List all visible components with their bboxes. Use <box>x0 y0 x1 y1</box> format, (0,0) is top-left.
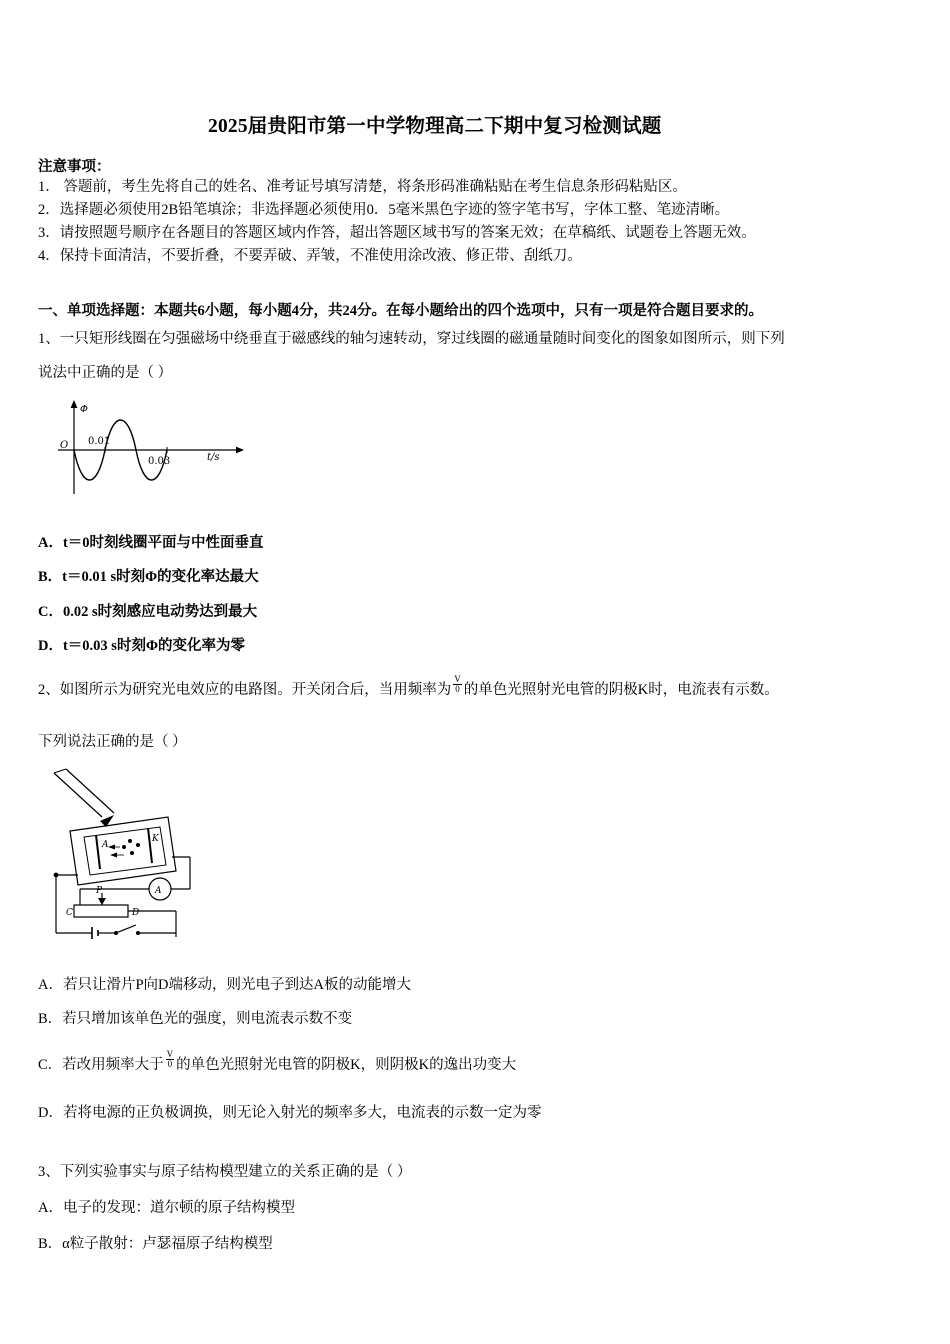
question-3-option-a: A．电子的发现：道尔顿的原子结构模型 <box>38 1200 295 1216</box>
svg-text:0.01: 0.01 <box>88 436 111 447</box>
question-2-option-d: D．若将电源的正负极调换，则无论入射光的频率多大，电流表的示数一定为零 <box>38 1105 542 1121</box>
notice-heading: 注意事项： <box>38 159 111 175</box>
question-2-stem-part1: 2、如图所示为研究光电效应的电路图。开关闭合后，当用频率为 <box>38 682 452 699</box>
question-1-option-d: D．t＝0.03 s时刻Φ的变化率为零 <box>38 638 245 654</box>
question-2-stem-line1 <box>38 674 779 699</box>
question-1-stem-line2: 说法中正确的是（ ） <box>38 365 173 381</box>
frequency-denominator: 0 <box>455 684 460 695</box>
notice-item-2: 2．选择题必须使用2B铅笔填涂；非选择题必须使用0．5毫米黑色字迹的签字笔书写，字体工整、笔迹清晰。 <box>38 202 730 218</box>
svg-text:O: O <box>60 440 69 451</box>
frequency-numerator: V <box>454 674 461 684</box>
svg-text:K: K <box>152 834 159 844</box>
frequency-fraction <box>453 675 462 695</box>
frequency-denominator-c: 0 <box>167 1059 173 1070</box>
notice-item-1: 1． 答题前，考生先将自己的姓名、准考证号填写清楚，将条形码准确粘贴在考生信息条形码粘贴区。 <box>38 179 687 195</box>
svg-text:A: A <box>155 886 162 896</box>
question-1-option-a: A．t＝0时刻线圈平面与中性面垂直 <box>38 535 264 551</box>
frequency-numerator-c: V <box>166 1049 174 1059</box>
section-heading: 一、单项选择题：本题共6小题，每小题4分，共24分。在每小题给出的四个选项中，只有一项是符合题目要求的。 <box>38 303 763 319</box>
notice-list <box>38 176 918 268</box>
frequency-fraction-option-c <box>166 1050 175 1070</box>
question-2-stem-line2: 下列说法正确的是（ ） <box>38 734 187 750</box>
question-2-stem-part2: 的单色光照射光电管的阴极K时，电流表有示数。 <box>463 682 779 699</box>
svg-text:P: P <box>96 886 103 896</box>
question-2-option-c-before: C．若改用频率大于 <box>38 1057 164 1074</box>
question-1-option-b: B．t＝0.01 s时刻Φ的变化率达最大 <box>38 569 259 585</box>
svg-text:Φ: Φ <box>80 404 88 415</box>
question-2-option-c <box>38 1049 517 1074</box>
svg-text:t/s: t/s <box>207 452 220 463</box>
question-2-option-c-after: 的单色光照射光电管的阴极K，则阴极K的逸出功变大 <box>176 1057 517 1074</box>
question-2-figure-photoelectric-circuit <box>40 765 240 960</box>
question-2-option-a: A．若只让滑片P向D端移动，则光电子到达A板的动能增大 <box>38 977 411 993</box>
question-1-stem-line1: 1、一只矩形线圈在匀强磁场中绕垂直于磁感线的轴匀速转动，穿过线圈的磁通量随时间变化的图象如图所示，则下列 <box>38 331 785 347</box>
question-3-option-b: B．α粒子散射：卢瑟福原子结构模型 <box>38 1236 273 1252</box>
svg-text:C: C <box>66 908 73 918</box>
page-title: 2025届贵阳市第一中学物理高二下期中复习检测试题 <box>208 116 662 137</box>
notice-item-3: 3．请按照题号顺序在各题目的答题区域内作答，超出答题区域书写的答案无效；在草稿纸、试题卷上答题无效。 <box>38 225 756 241</box>
svg-text:A: A <box>102 840 109 850</box>
question-1-option-c: C．0.02 s时刻感应电动势达到最大 <box>38 604 258 620</box>
svg-text:0.03: 0.03 <box>148 456 171 467</box>
question-1-figure-flux-graph <box>52 398 282 508</box>
notice-item-4: 4．保持卡面清洁，不要折叠，不要弄破、弄皱，不准使用涂改液、修正带、刮纸刀。 <box>38 248 582 264</box>
svg-text:D: D <box>132 908 140 918</box>
question-3-stem: 3、下列实验事实与原子结构模型建立的关系正确的是（ ） <box>38 1164 412 1180</box>
question-2-option-b: B．若只增加该单色光的强度，则电流表示数不变 <box>38 1011 353 1027</box>
